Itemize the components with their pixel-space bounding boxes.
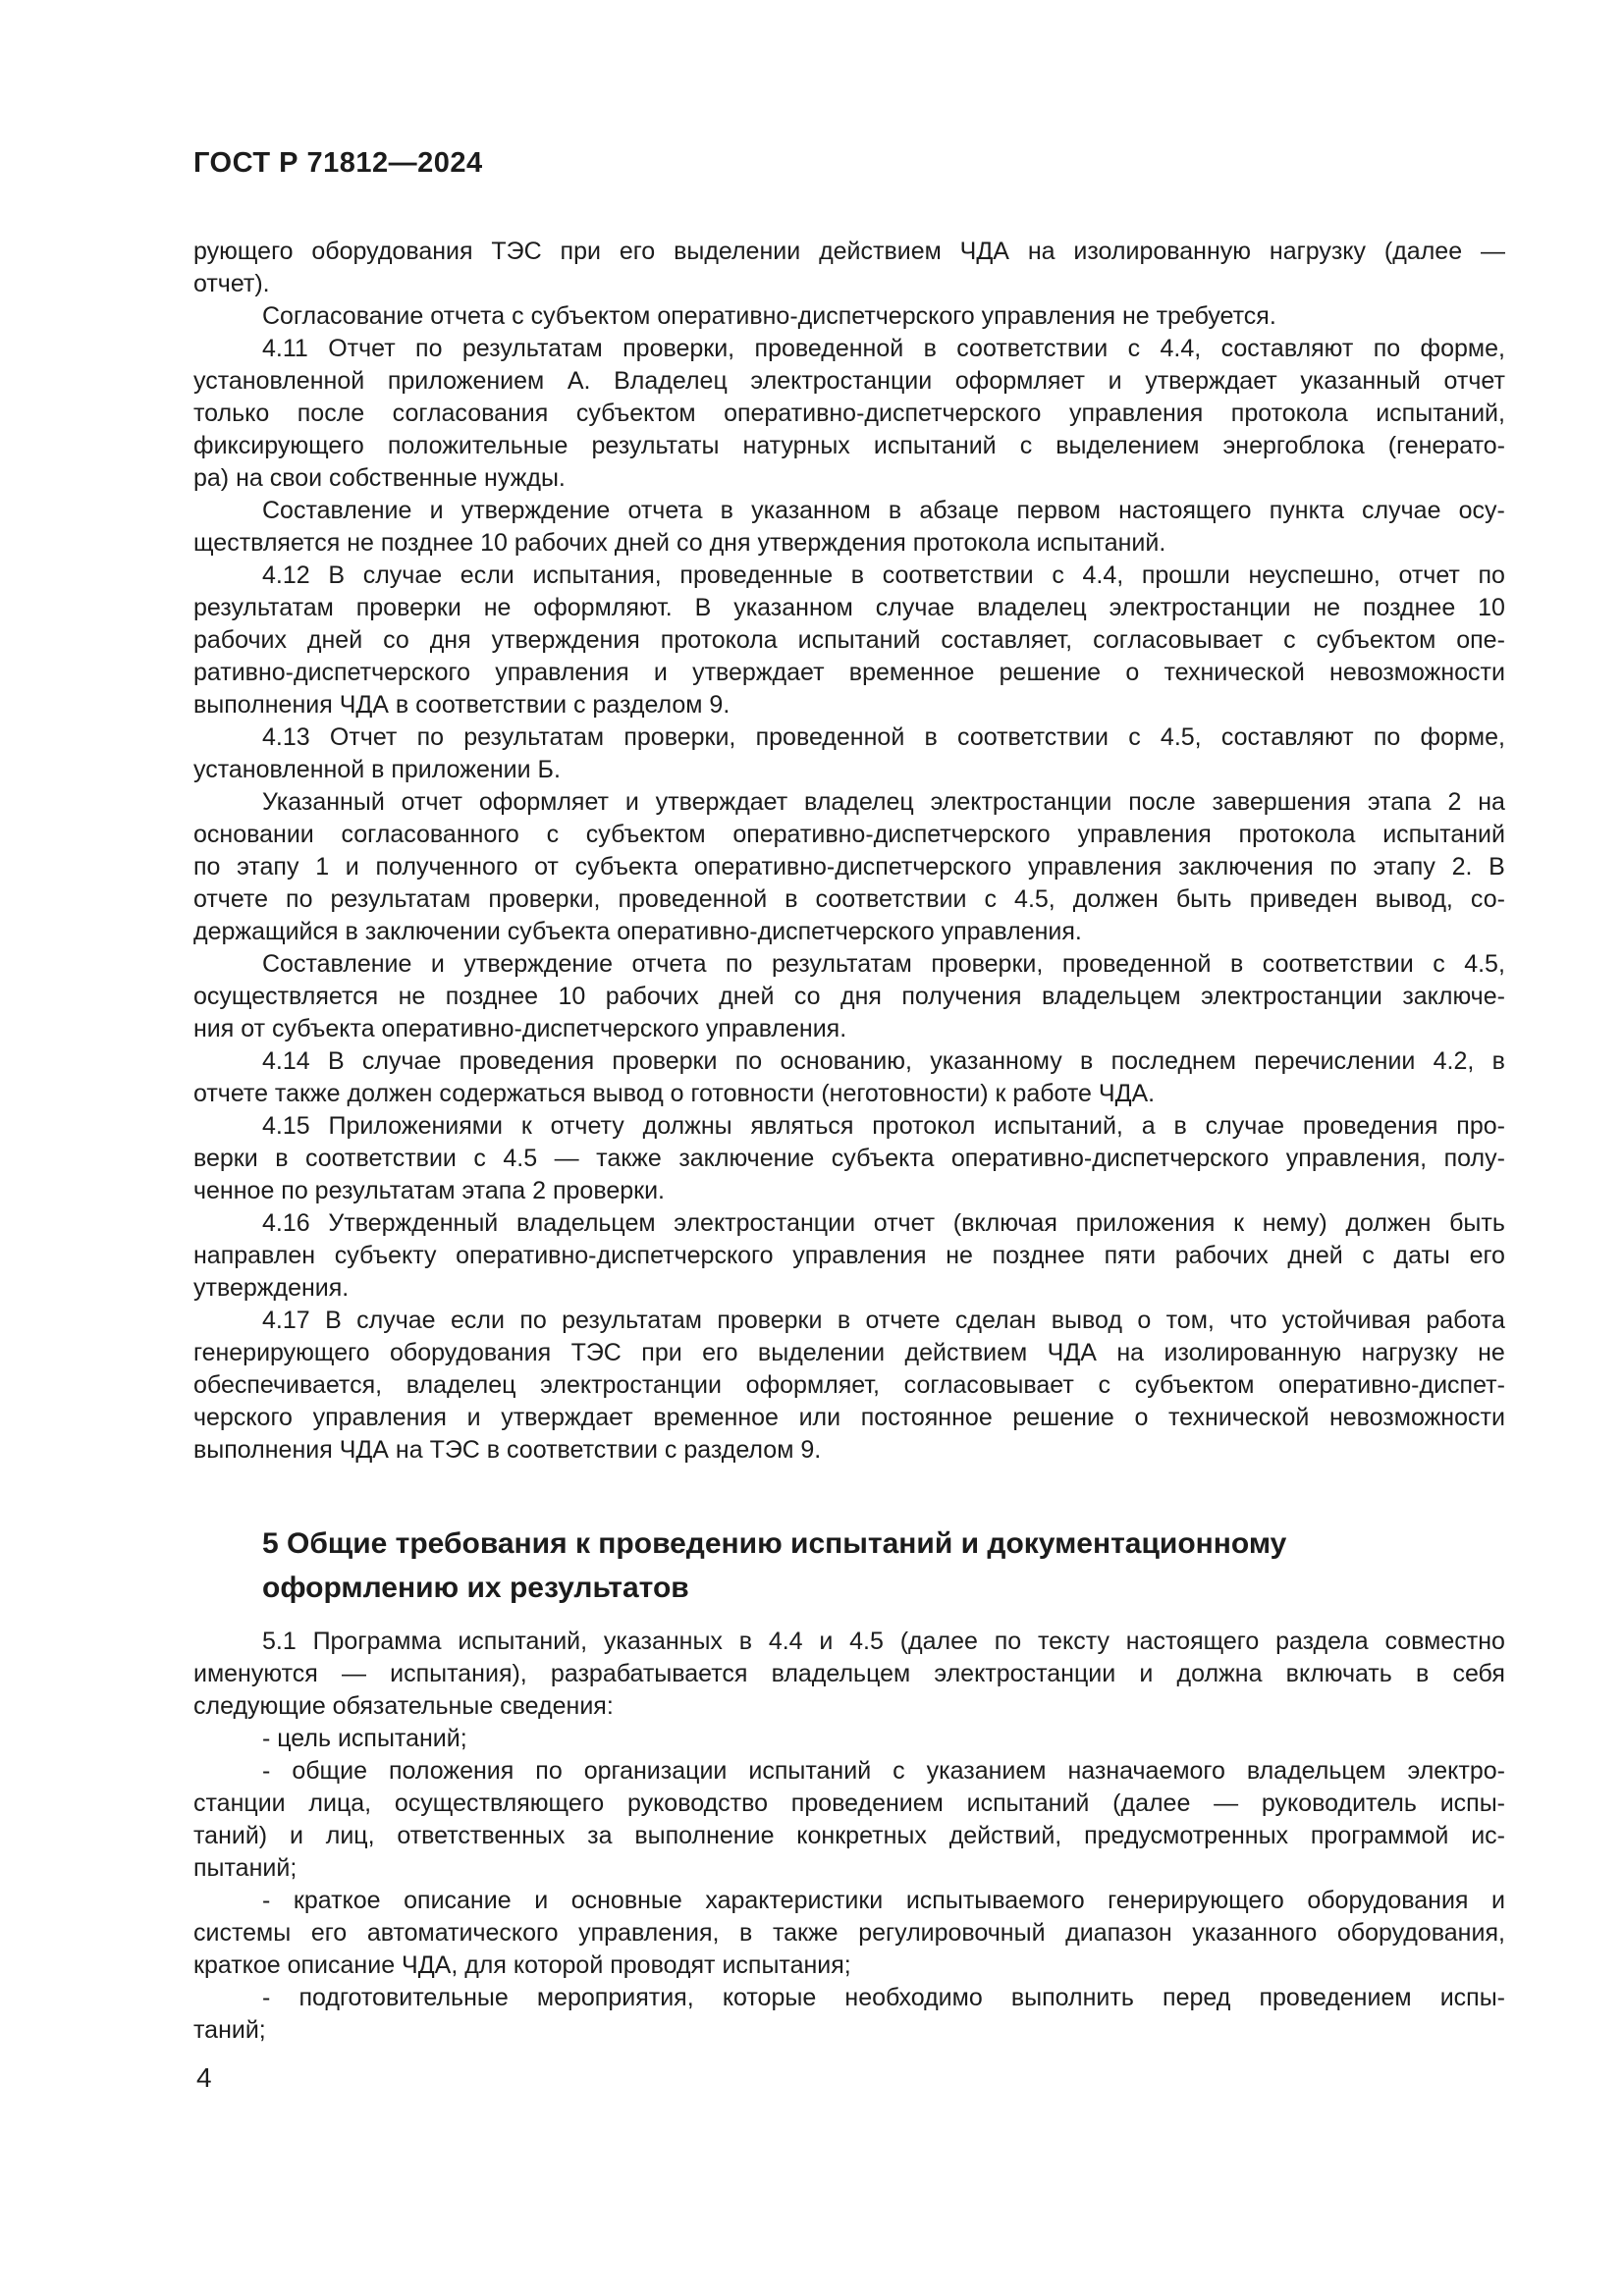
text-line: 4.14 В случае проведения проверки по основанию, указанному в последнем перечислении 4.2, в [262, 1047, 1505, 1075]
section-heading [193, 1522, 1505, 1610]
text-line: ра) на свои собственные нужды. [193, 464, 566, 492]
text-line: краткое описание ЧДА, для которой проводят испытания; [193, 1951, 851, 1979]
text-line: станции лица, осуществляющего руководство проведением испытаний (далее — руководитель испы- [193, 1789, 1505, 1817]
text-line: - подготовительные мероприятия, которые необходимо выполнить перед проведением испы- [262, 1984, 1505, 2011]
text-line: основании согласованного с субъектом оперативно-диспетчерского управления протокола испытаний [193, 821, 1505, 848]
text-line: 4.17 В случае если по результатам проверки в отчете сделан вывод о том, что устойчивая работа [262, 1307, 1505, 1334]
text-line: 4.15 Приложениями к отчету должны являться протокол испытаний, а в случае проведения про- [262, 1112, 1505, 1140]
text-line: 5.1 Программа испытаний, указанных в 4.4 и 4.5 (далее по тексту настоящего раздела совместно [262, 1628, 1505, 1655]
text-line: верки в соответствии с 4.5 — также заключение субъекта оперативно-диспетчерского управления, полу- [193, 1145, 1505, 1172]
text-line: результатам проверки не оформляют. В указанном случае владелец электростанции не позднее 10 [193, 594, 1505, 621]
text-line: выполнения ЧДА на ТЭС в соответствии с разделом 9. [193, 1436, 822, 1464]
text-line: отчет). [193, 270, 270, 297]
text-line: обеспечивается, владелец электростанции оформляет, согласовывает с субъектом оперативно-диспет- [193, 1371, 1505, 1399]
text-line: генерирующего оборудования ТЭС при его выделении действием ЧДА на изолированную нагрузку не [193, 1339, 1505, 1366]
text-line: рабочих дней со дня утверждения протокола испытаний составляет, согласовывает с субъектом опе- [193, 626, 1505, 654]
text-line: следующие обязательные сведения: [193, 1692, 614, 1720]
standard-code-header: ГОСТ Р 71812—2024 [193, 147, 483, 179]
text-line: установленной в приложении Б. [193, 756, 561, 783]
text-line: таний; [193, 2016, 266, 2044]
text-line: Составление и утверждение отчета в указанном в абзаце первом настоящего пункта случае осу- [262, 497, 1505, 524]
text-line: 4.13 Отчет по результатам проверки, проведенной в соответствии с 4.5, составляют по форме, [262, 723, 1505, 751]
text-line: отчете по результатам проверки, проведенной в соответствии с 4.5, должен быть приведен вывод, со- [193, 885, 1505, 913]
text-line: Указанный отчет оформляет и утверждает владелец электростанции после завершения этапа 2 на [262, 788, 1505, 816]
text-line: фиксирующего положительные результаты натурных испытаний с выделением энергоблока (генерато- [193, 432, 1505, 459]
text-line: ния от субъекта оперативно-диспетчерского управления. [193, 1015, 847, 1042]
text-line: установленной приложением А. Владелец электростанции оформляет и утверждает указанный отчет [193, 367, 1505, 395]
document-body-text [193, 236, 1505, 2047]
text-line: держащийся в заключении субъекта оперативно-диспетчерского управления. [193, 918, 1082, 945]
page-number: 4 [196, 2062, 212, 2093]
text-line: именуются — испытания), разрабатывается владельцем электростанции и должна включать в себя [193, 1660, 1505, 1687]
text-line: пытаний; [193, 1854, 298, 1882]
text-line: системы его автоматического управления, в также регулировочный диапазон указанного оборудования, [193, 1919, 1505, 1947]
text-line: таний) и лиц, ответственных за выполнение конкретных действий, предусмотренных программой ис- [193, 1822, 1505, 1849]
text-line: черского управления и утверждает временное или постоянное решение о технической невозможности [193, 1404, 1505, 1431]
text-line: - цель испытаний; [262, 1725, 467, 1752]
text-line: только после согласования субъектом оперативно-диспетчерского управления протокола испытаний, [193, 400, 1505, 427]
text-line: выполнения ЧДА в соответствии с разделом 9. [193, 691, 731, 719]
text-line: рующего оборудования ТЭС при его выделении действием ЧДА на изолированную нагрузку (далее — [193, 238, 1505, 265]
text-line: ществляется не позднее 10 рабочих дней со дня утверждения протокола испытаний. [193, 529, 1166, 557]
text-line: отчете также должен содержаться вывод о готовности (неготовности) к работе ЧДА. [193, 1080, 1156, 1107]
text-line: Согласование отчета с субъектом оперативно-диспетчерского управления не требуется. [262, 302, 1276, 330]
text-line: ченное по результатам этапа 2 проверки. [193, 1177, 665, 1204]
text-line: - общие положения по организации испытаний с указанием назначаемого владельцем электро- [262, 1757, 1505, 1785]
text-line: направлен субъекту оперативно-диспетчерского управления не позднее пяти рабочих дней с даты его [193, 1242, 1505, 1269]
section-heading-line: 5 Общие требования к проведению испытаний и документационному [262, 1527, 1287, 1560]
text-line: осуществляется не позднее 10 рабочих дней со дня получения владельцем электростанции заключе- [193, 983, 1505, 1010]
text-line: по этапу 1 и полученного от субъекта оперативно-диспетчерского управления заключения по этапу 2. В [193, 853, 1505, 881]
text-line: 4.16 Утвержденный владельцем электростанции отчет (включая приложения к нему) должен быть [262, 1209, 1505, 1237]
text-line: ративно-диспетчерского управления и утверждает временное решение о технической невозможности [193, 659, 1505, 686]
text-line: Составление и утверждение отчета по результатам проверки, проведенной в соответствии с 4.5, [262, 950, 1505, 978]
section-heading-line: оформлению их результатов [262, 1572, 689, 1604]
text-line: 4.12 В случае если испытания, проведенные в соответствии с 4.4, прошли неуспешно, отчет по [262, 561, 1505, 589]
text-line: 4.11 Отчет по результатам проверки, проведенной в соответствии с 4.4, составляют по форме, [262, 335, 1505, 362]
text-line: утверждения. [193, 1274, 350, 1302]
text-line: - краткое описание и основные характеристики испытываемого генерирующего оборудования и [262, 1887, 1505, 1914]
